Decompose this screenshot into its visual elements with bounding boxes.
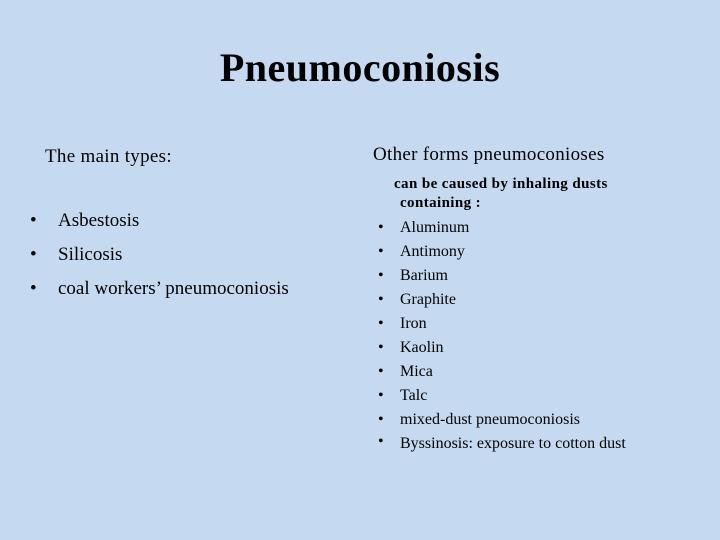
list-item: • Barium <box>378 264 698 288</box>
list-item: • Iron <box>378 312 698 336</box>
list-item: • Graphite <box>378 288 698 312</box>
dust-types-list <box>378 216 698 453</box>
slide-title: Pneumoconiosis <box>219 45 501 90</box>
list-item: • Antimony <box>378 240 698 264</box>
intro-line: can be caused by inhaling dusts <box>394 176 608 192</box>
main-types-list <box>30 204 360 306</box>
list-item: • coal workers’ pneumoconiosis <box>30 272 360 306</box>
intro-line: containing : <box>400 195 482 211</box>
other-forms-intro <box>394 175 694 213</box>
main-types-heading: The main types: <box>45 146 172 167</box>
list-item: • Mica <box>378 360 698 384</box>
list-item: • Asbestosis <box>30 204 360 238</box>
list-item: • Aluminum <box>378 216 698 240</box>
list-item: • Byssinosis: exposure to cotton dust <box>378 432 698 453</box>
list-item: • Kaolin <box>378 336 698 360</box>
list-item: • Talc <box>378 384 698 408</box>
list-item: • Silicosis <box>30 238 360 272</box>
other-forms-heading: Other forms pneumoconioses <box>373 144 605 165</box>
list-item: • mixed-dust pneumoconiosis <box>378 408 698 432</box>
